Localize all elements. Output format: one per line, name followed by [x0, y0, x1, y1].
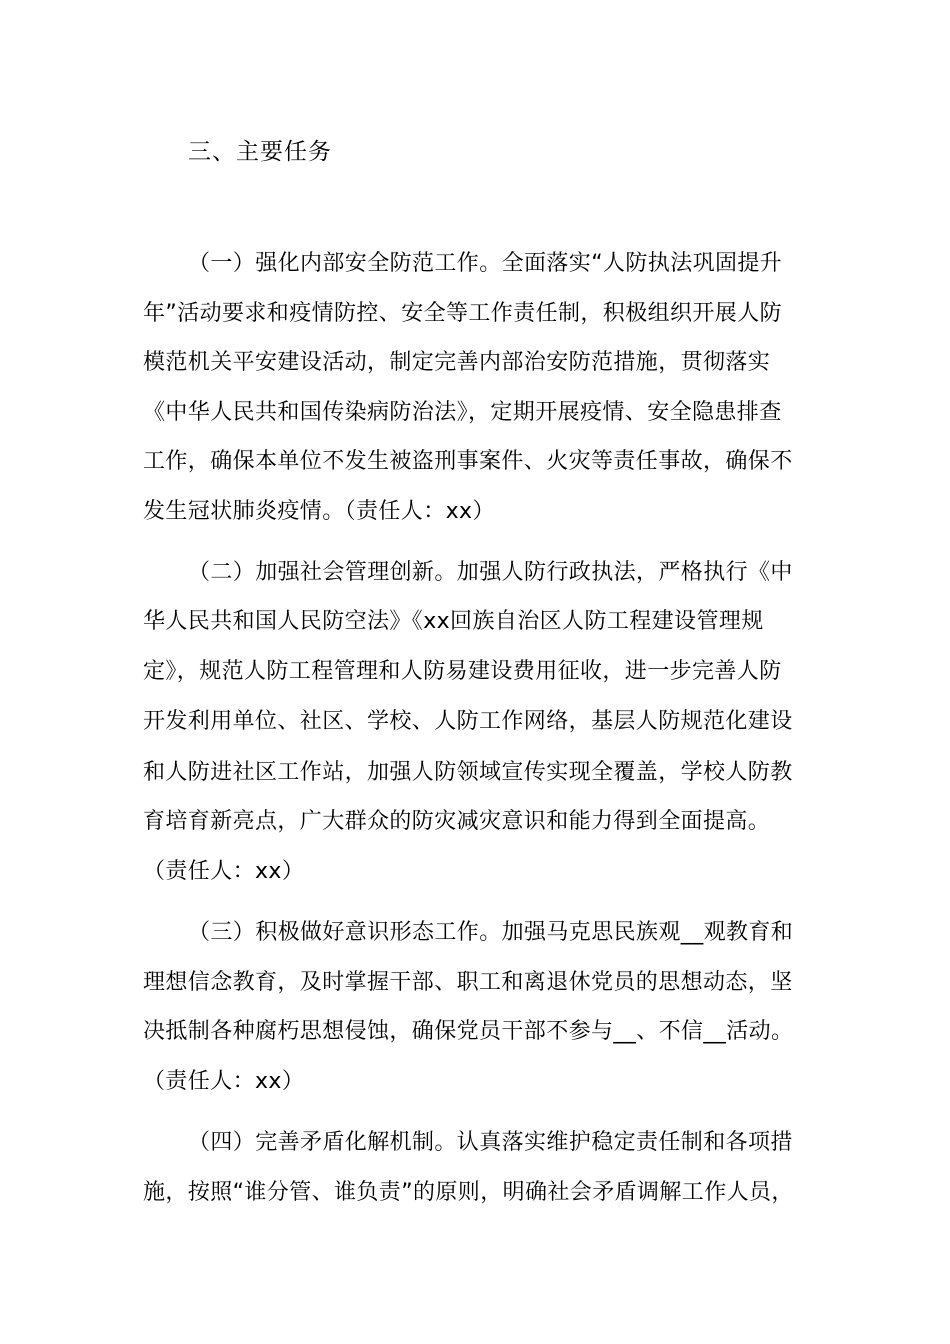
paragraph-line: 定》，规范人防工程管理和人防易建设费用征收，进一步完善人防 — [143, 659, 782, 684]
paragraph-line: （一）强化内部安全防范工作。全面落实“人防执法巩固提升 — [188, 251, 783, 276]
paragraph-line: （二）加强社会管理创新。加强人防行政执法，严格执行《中 — [188, 560, 793, 585]
paragraph-line: 《中华人民共和国传染病防治法》，定期开展疫情、安全隐患排查 — [143, 400, 782, 425]
paragraph-line: 华人民共和国人民防空法》《xx回族自治区人防工程建设管理规 — [143, 609, 764, 634]
paragraph-line: 工作，确保本单位不发生被盗刑事案件、火灾等责任事故，确保不 — [143, 449, 793, 474]
paragraph-line: 开发利用单位、社区、学校、人防工作网络，基层人防规范化建设 — [143, 709, 793, 734]
paragraph-line: 施，按照“谁分管、谁负责”的原则，明确社会矛盾调解工作人员， — [143, 1180, 794, 1205]
paragraph-line: 理想信念教育，及时掌握干部、职工和离退休党员的思想动态，坚 — [143, 970, 793, 995]
paragraph-line: 模范机关平安建设活动，制定完善内部治安防范措施，贯彻落实 — [143, 350, 771, 375]
section-heading: 三、主要任务 — [188, 139, 332, 165]
paragraph-line: 决抵制各种腐朽思想侵蚀，确保党员干部不参与__、不信__活动。 — [143, 1019, 794, 1044]
paragraph-line: 育培育新亮点，广大群众的防灾减灾意识和能力得到全面提高。 — [143, 809, 771, 834]
paragraph-line: （责任人：xx） — [143, 1069, 305, 1094]
paragraph-line: 年”活动要求和疫情防控、安全等工作责任制，积极组织开展人防 — [143, 301, 782, 326]
paragraph-line: （责任人：xx） — [143, 859, 305, 884]
paragraph-line: （三）积极做好意识形态工作。加强马克思民族观__观教育和 — [188, 920, 794, 945]
paragraph-line: 和人防进社区工作站，加强人防领域宣传实现全覆盖，学校人防教 — [143, 760, 793, 785]
paragraph-line: 发生冠状肺炎疫情。（责任人：xx） — [143, 499, 495, 524]
paragraph-line: （四）完善矛盾化解机制。认真落实维护稳定责任制和各项措 — [188, 1130, 793, 1155]
